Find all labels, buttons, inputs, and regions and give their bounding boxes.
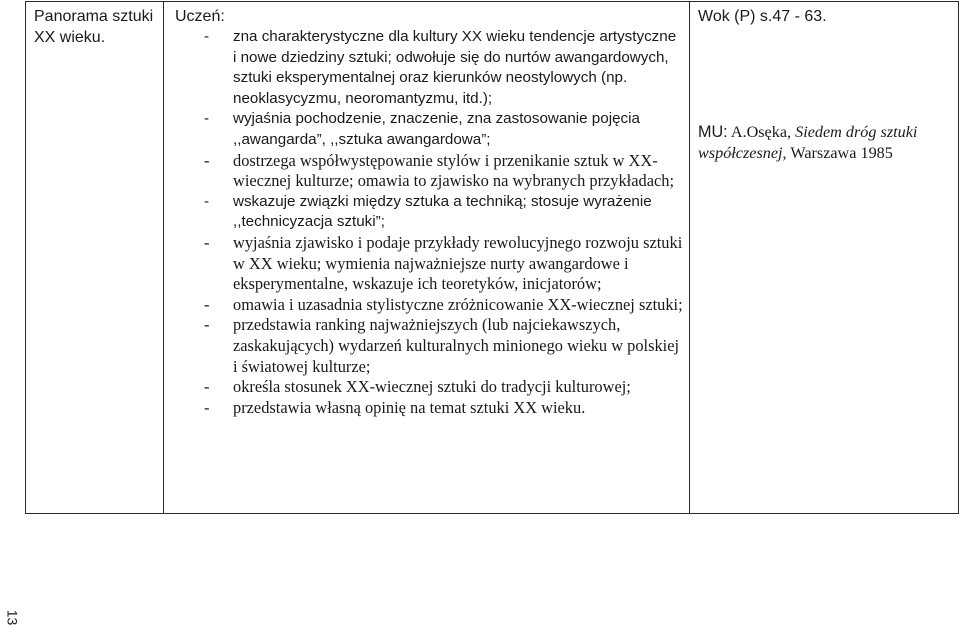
curriculum-table [25,1,959,514]
mu-publication: , Warszawa 1985 [782,144,893,162]
list-item: - przedstawia ranking najważniejszych (lub najciekawszych, zaskakujących) wydarzeń kulturalnych minionego wieku w polskiej i światowej kulturze; [204,315,680,376]
list-item: - przedstawia własną opinię na temat sztuki XX wieku. [204,397,586,417]
supplementary-reference [698,122,958,164]
mu-label: MU: [698,123,728,141]
list-item: - wyjaśnia pochodzenie, znaczenie, zna zastosowanie pojęcia ,,awangarda”, ,,sztuka awangardowa”; [204,110,640,148]
mu-author: A.Osęka, [730,123,792,141]
list-item: - zna charakterystyczne dla kultury XX wieku tendencje artystyczne i nowe dziedziny sztuki; odwołuje się do nurtów awangardowych, sztuki eksperymentalnej oraz kierunków neostylowych (np. neoklasycyzmu, neoromantyzmu, itd.); [204,28,677,107]
resources-cell [698,6,958,164]
requirements-cell [175,6,683,418]
list-item: - wyjaśnia zjawisko i podaje przykłady rewolucyjnego rozwoju sztuki w XX wieku; wymienia najważniejsze nurty awangardowe i eksperymentalne, wskazuje ich teoretyków, inicjatorów; [204,232,683,294]
list-item: - określa stosunek XX-wiecznej sztuki do tradycji kulturowej; [204,377,631,397]
list-item: - omawia i uzasadnia stylistyczne zróżnicowanie XX-wiecznej sztuki; [204,294,683,314]
column-divider-1 [163,2,164,513]
list-item: - wskazuje związki między sztuka a techniką; stosuje wyrażenie ,,technicyzacja sztuki”; [204,192,652,231]
column-divider-2 [689,2,690,513]
page-number: 13 [4,609,21,626]
textbook-reference: Wok (P) s.47 - 63. [698,8,827,25]
list-item: - dostrzega współwystępowanie stylów i przenikanie sztuk w XX-wiecznej kulturze; omawia to zjawisko na wybranych przykładach; [204,150,675,191]
topic-text: Panorama sztuki XX wieku. [34,8,154,46]
requirements-list [175,27,683,418]
requirements-heading: Uczeń: [175,8,225,25]
mu-book-title: Siedem dróg sztuki współczesnej [698,123,918,162]
topic-cell [34,6,158,48]
